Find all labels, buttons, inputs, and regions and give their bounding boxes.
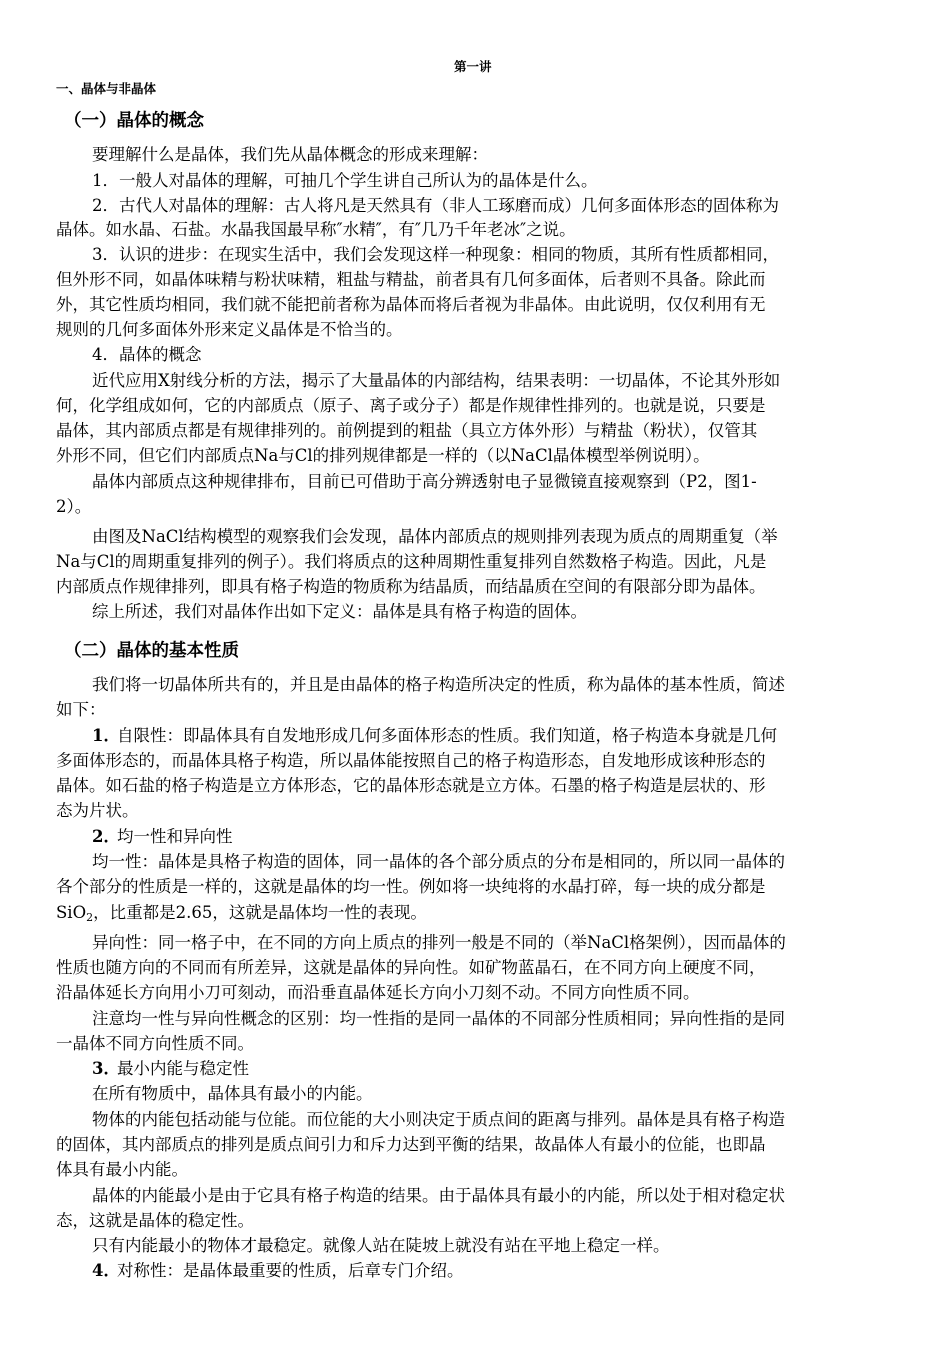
page-title: 第一讲 xyxy=(454,59,492,74)
paragraph-line: 性质也随方向的不同而有所差异，这就是晶体的异向性。如矿物蓝晶石，在不同方向上硬度不同， xyxy=(56,958,766,977)
paragraph-line: 外形不同，但它们内部质点Na与Cl的排列规律都是一样的（以NaCl晶体模型举例说明）。 xyxy=(56,446,710,465)
paragraph-line: 何，化学组成如何，它的内部质点（原子、离子或分子）都是作规律性排列的。也就是说，只要是 xyxy=(56,396,766,415)
paragraph-line: 只有内能最小的物体才最稳定。就像人站在陡坡上就没有站在平地上稳定一样。 xyxy=(92,1236,670,1255)
paragraph-line: 外，其它性质均相同，我们就不能把前者称为晶体而将后者视为非晶体。由此说明，仅仅利用有无 xyxy=(56,295,766,314)
subsection-heading-concept: （一）晶体的概念 xyxy=(64,111,204,131)
paragraph-line: 晶体的内能最小是由于它具有格子构造的结果。由于晶体具有最小的内能，所以处于相对稳定状 xyxy=(92,1186,785,1205)
paragraph-line: 均一性：晶体是具格子构造的固体，同一晶体的各个部分质点的分布是相同的，所以同一晶体的 xyxy=(92,852,785,871)
subsection-heading-properties: （二）晶体的基本性质 xyxy=(64,641,239,661)
paragraph-line: 要理解什么是晶体，我们先从晶体概念的形成来理解： xyxy=(92,145,488,164)
paragraph-line: Na与Cl的周期重复排列的例子）。我们将质点的这种周期性重复排列自然数格子构造。因此，凡是 xyxy=(56,552,767,571)
paragraph-line: 一晶体不同方向性质不同。 xyxy=(56,1034,254,1053)
paragraph-line: 均一性和异向性 xyxy=(117,827,233,846)
paragraph-line: 自限性：即晶体具有自发地形成几何多面体形态的性质。我们知道，格子构造本身就是几何 xyxy=(117,726,777,745)
paragraph-line: 对称性：是晶体最重要的性质，后章专门介绍。 xyxy=(117,1261,464,1280)
paragraph-line: 各个部分的性质是一样的，这就是晶体的均一性。例如将一块纯将的水晶打碎，每一块的成分都是 xyxy=(56,877,766,896)
paragraph-line: 3．认识的进步：在现实生活中，我们会发现这样一种现象：相同的物质，其所有性质都相同， xyxy=(92,245,779,264)
item-number: 2． xyxy=(92,827,120,846)
paragraph-line: 但外形不同，如晶体味精与粉状味精，粗盐与精盐，前者具有几何多面体，后者则不具备。除此而 xyxy=(56,270,766,289)
paragraph-line: 沿晶体延长方向用小刀可刻动，而沿垂直晶体延长方向小刀刻不动。不同方向性质不同。 xyxy=(56,983,700,1002)
paragraph-line: 态为片状。 xyxy=(56,801,139,820)
paragraph-line: 4．晶体的概念 xyxy=(92,345,202,364)
paragraph-line: 最小内能与稳定性 xyxy=(117,1059,249,1078)
paragraph-line: 综上所述，我们对晶体作出如下定义：晶体是具有格子构造的固体。 xyxy=(92,602,587,621)
paragraph-line: 2．古代人对晶体的理解：古人将凡是天然具有（非人工琢磨而成）几何多面体形态的固体称为 xyxy=(92,196,779,215)
paragraph-line: 晶体。如石盐的格子构造是立方体形态，它的晶体形态就是立方体。石墨的格子构造是层状的、形 xyxy=(56,776,766,795)
paragraph-line: 规则的几何多面体外形来定义晶体是不恰当的。 xyxy=(56,320,403,339)
section-heading: 一、晶体与非晶体 xyxy=(56,81,157,96)
paragraph-line: 我们将一切晶体所共有的，并且是由晶体的格子构造所决定的性质，称为晶体的基本性质，简述 xyxy=(92,675,785,694)
paragraph-line: 的固体，其内部质点的排列是质点间引力和斥力达到平衡的结果，故晶体人有最小的位能，也即晶 xyxy=(56,1135,766,1154)
paragraph-line: 多面体形态的，而晶体具格子构造，所以晶体能按照自己的格子构造形态，自发地形成该种形态的 xyxy=(56,751,766,770)
paragraph-line: 注意均一性与异向性概念的区别：均一性指的是同一晶体的不同部分性质相同；异向性指的是同 xyxy=(92,1009,785,1028)
item-number: 3． xyxy=(92,1059,120,1078)
paragraph-line: 1．一般人对晶体的理解，可抽几个学生讲自己所认为的晶体是什么。 xyxy=(92,171,598,190)
paragraph-line: 体具有最小内能。 xyxy=(56,1160,188,1179)
paragraph-line: 晶体，其内部质点都是有规律排列的。前例提到的粗盐（具立方体外形）与精盐（粉状），仅管其 xyxy=(56,421,758,440)
paragraph-line: 异向性：同一格子中，在不同的方向上质点的排列一般是不同的（举NaCl格架例），因而晶体的 xyxy=(92,933,786,952)
paragraph-line: 如下： xyxy=(56,700,106,719)
paragraph-line: 内部质点作规律排列，即具有格子构造的物质称为结晶质，而结晶质在空间的有限部分即为晶体。 xyxy=(56,577,766,596)
paragraph-line: SiO$_2$，比重都是2.65，这就是晶体均一性的表现。 xyxy=(56,903,427,924)
paragraph-line: 态，这就是晶体的稳定性。 xyxy=(56,1211,254,1230)
paragraph-line: 2）。 xyxy=(56,497,92,516)
paragraph-line: 物体的内能包括动能与位能。而位能的大小则决定于质点间的距离与排列。晶体是具有格子构造 xyxy=(92,1110,785,1129)
item-number: 1． xyxy=(92,726,120,745)
formula-sio2: SiO xyxy=(56,903,87,922)
paragraph-line: 由图及NaCl结构模型的观察我们会发现，晶体内部质点的规则排列表现为质点的周期重复（举 xyxy=(92,527,778,546)
paragraph-line: 晶体。如水晶、石盐。水晶我国最早称″水精″，有″几乃千年老冰″之说。 xyxy=(56,220,576,239)
item-number: 4． xyxy=(92,1261,120,1280)
paragraph-line: 晶体内部质点这种规律排布，目前已可借助于高分辨透射电子显微镜直接观察到（P2，图1- xyxy=(92,472,757,491)
formula-subscript: 2 xyxy=(86,911,94,924)
paragraph-line: 在所有物质中，晶体具有最小的内能。 xyxy=(92,1084,373,1103)
paragraph-line: 近代应用X射线分析的方法，揭示了大量晶体的内部结构，结果表明：一切晶体，不论其外形如 xyxy=(92,371,781,390)
